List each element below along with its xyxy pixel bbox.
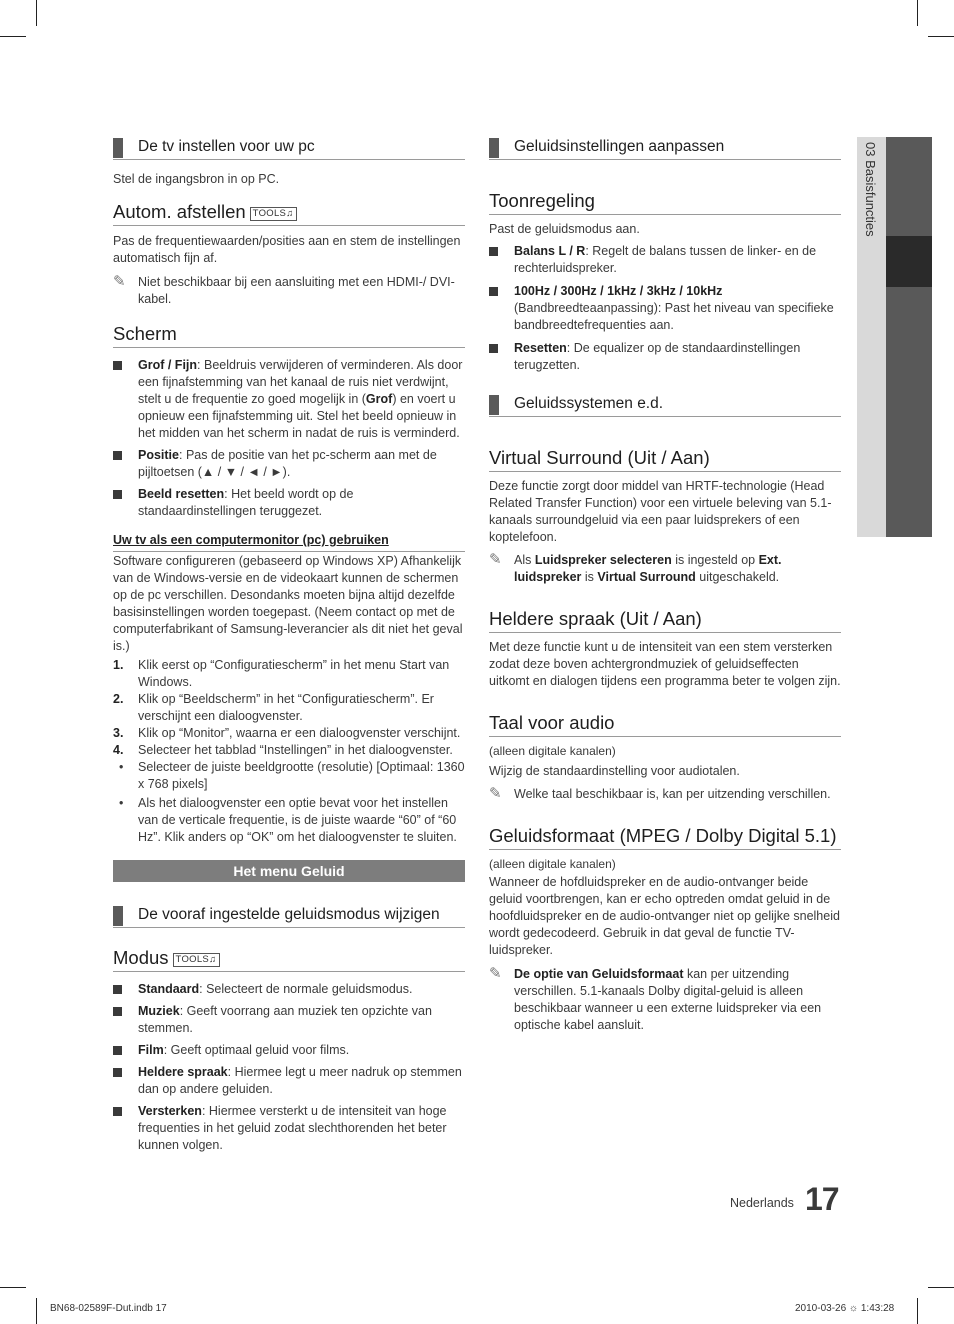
square-bullet-icon: [113, 361, 122, 370]
footer-language: Nederlands: [730, 1196, 794, 1210]
intro-text: Stel de ingangsbron in op PC.: [113, 172, 280, 186]
square-bullet-icon: [113, 985, 122, 994]
square-bullet-icon: [113, 490, 122, 499]
square-bullet-icon: [113, 1068, 122, 1077]
list-item: Standaard: Selecteert de normale geluidsmodus.: [113, 981, 465, 998]
heading-toon: Toonregeling: [489, 189, 841, 215]
left-column: [113, 137, 465, 1154]
vs-text: Deze functie zorgt door middel van HRTF-technologie (Head Related Transfer Function) voor een virtuele beleving van 5.1-kanaals surroundgeluid via een paar luidsprekers of een koptelefoon.: [489, 479, 832, 544]
pencil-note-icon: ✎: [489, 785, 502, 802]
square-bullet-icon: [489, 247, 498, 256]
crop-mark: [36, 0, 37, 26]
square-bullet-icon: [113, 451, 122, 460]
section-title: Geluidssystemen e.d.: [489, 394, 841, 417]
heading-virtual-surround: Virtual Surround (Uit / Aan): [489, 446, 841, 472]
taal-sub: (alleen digitale kanalen): [489, 744, 616, 758]
square-bullet-icon: [489, 287, 498, 296]
subheading-monitor: Uw tv als een computermonitor (pc) gebruiken: [113, 533, 389, 547]
section-title: De tv instellen voor uw pc: [113, 137, 465, 160]
dot-item: • Selecteer de juiste beeldgrootte (resolutie) [Optimaal: 1360 x 768 pixels]: [119, 760, 465, 791]
toon-intro: Past de geluidsmodus aan.: [489, 222, 640, 236]
list-item: Positie: Pas de positie van het pc-scherm aan met de pijltoetsen (▲ / ▼ / ◄ / ►).: [113, 447, 465, 481]
section-title: De vooraf ingestelde geluidsmodus wijzigen: [113, 905, 465, 928]
square-bullet-icon: [113, 1007, 122, 1016]
tools-icon: TOOLS♫: [173, 953, 220, 967]
note: ✎ Welke taal beschikbaar is, kan per uitzending verschillen.: [489, 785, 831, 802]
list-item: Versterken: Hiermee versterkt u de intensiteit van hoge frequenties in het geluid zodat slechthorenden het beter kunnen volgen.: [113, 1103, 465, 1154]
list-item: Heldere spraak: Hiermee legt u meer nadruk op stemmen dan op andere geluiden.: [113, 1064, 465, 1098]
section-title: Geluidsinstellingen aanpassen: [489, 137, 841, 160]
dot-item: • Als het dialoogvenster een optie bevat voor het instellen van de verticale frequentie, is de juiste waarde “60” of “60 Hz”. Klik anders op “OK” om het dialoogvenster te sluiten.: [119, 796, 457, 844]
heading-modus: Modus TOOLS♫: [113, 946, 465, 972]
list-item: Grof / Fijn: Beeldruis verwijderen of verminderen. Als door een fijnafstemming van het kanaal de ruis niet verdwijnt, stelt u de frequentie zo goed mogelijk in (Grof) en voert u opnieuw een fijnafstemming uit. Stel het beeld opnieuw in het midden van het scherm in nadat de ruis is verminderd.: [113, 357, 465, 442]
step-item: 3. Klik op “Monitor”, waarna er een dialoogvenster verschijnt.: [113, 726, 461, 740]
list-item: Resetten: De equalizer op de standaardinstellingen terugzetten.: [489, 340, 841, 374]
pencil-note-icon: ✎: [489, 965, 502, 982]
square-bullet-icon: [113, 1107, 122, 1116]
pencil-note-icon: ✎: [489, 551, 502, 568]
right-column: [489, 137, 841, 1034]
list-item: Muziek: Geeft voorrang aan muziek ten opzichte van stemmen.: [113, 1003, 465, 1037]
hs-text: Met deze functie kunt u de intensiteit van een stem versterken zodat deze boven achtergrondmuziek of geluidseffecten uitkomt en dialogen tijdens een programma beter te volgen zijn.: [489, 640, 841, 688]
step-item: 1. Klik eerst op “Configuratiescherm” in het menu Start van Windows.: [113, 658, 450, 689]
note: ✎ Niet beschikbaar bij een aansluiting met een HDMI-/ DVI-kabel.: [113, 273, 455, 306]
step-item: 2. Klik op “Beeldscherm” in het “Configuratiescherm”. Er verschijnt een dialoogvenster.: [113, 692, 434, 723]
crop-mark: [0, 36, 26, 37]
menu-bar: Het menu Geluid: [113, 860, 465, 882]
note: ✎ Als Luidspreker selecteren is ingesteld op Ext. luidspreker is Virtual Surround uitgeschakeld.: [489, 551, 782, 584]
step-item: 4. Selecteer het tabblad “Instellingen” in het dialoogvenster.: [113, 743, 453, 757]
tools-icon: TOOLS♫: [250, 207, 297, 221]
gf-text: Wanneer de hofdluidspreker en de audio-ontvanger beide geluid voortbrengen, kan er echo optreden omdat geluid in de hoofdluidspreker en de audio-ontvanger niet op gelijke snelheid wordt gedecodeerd. Gebruik in dat geval de functie TV-luidspreker.: [489, 875, 840, 957]
crop-mark: [917, 1298, 918, 1324]
heading-taal: Taal voor audio: [489, 711, 841, 737]
square-bullet-icon: [489, 344, 498, 353]
heading-heldere-spraak: Heldere spraak (Uit / Aan): [489, 607, 841, 633]
heading-geluidsformaat: Geluidsformaat (MPEG / Dolby Digital 5.1): [489, 824, 841, 850]
chapter-label: 03 Basisfuncties: [863, 142, 878, 237]
list-item: 100Hz / 300Hz / 1kHz / 3kHz / 10kHz (Bandbreedteaanpassing): Past het niveau van specifieke bandbreedtefrequenties aan.: [489, 283, 841, 334]
page-number: 17: [805, 1181, 839, 1217]
crop-mark: [917, 0, 918, 26]
square-bullet-icon: [113, 1046, 122, 1055]
heading-autom: Autom. afstellen TOOLS♫: [113, 200, 465, 226]
crop-mark: [36, 1298, 37, 1324]
print-info-left: BN68-02589F-Dut.indb 17: [50, 1303, 167, 1314]
crop-mark: [0, 1287, 26, 1288]
monitor-text: Software configureren (gebaseerd op Windows XP) Afhankelijk van de Windows-versie en de videokaart kunnen de schermen op de pc verschillen. Desondanks moeten bijna altijd dezelfde basisinstellingen worden toegepast. (Neem contact op met de computerfabrikant of Samsung-leverancier als dit niet het geval is.): [113, 554, 463, 653]
pencil-note-icon: ✎: [113, 273, 126, 290]
heading-scherm: Scherm: [113, 322, 465, 348]
list-item: Beeld resetten: Het beeld wordt op de standaardinstellingen teruggezet.: [113, 486, 465, 520]
list-item: Film: Geeft optimaal geluid voor films.: [113, 1042, 465, 1059]
note: ✎ De optie van Geluidsformaat kan per uitzending verschillen. 5.1-kanaals Dolby digital-geluid is alleen beschikbaar wanneer u een externe luidspreker via een optische kabel aansluit.: [489, 965, 822, 1032]
list-item: Balans L / R: Regelt de balans tussen de linker- en de rechterluidspreker.: [489, 243, 841, 277]
print-info-right: 2010-03-26 ☼ 1:43:28: [795, 1303, 895, 1314]
crop-mark: [928, 1287, 954, 1288]
autom-text: Pas de frequentiewaarden/posities aan en stem de instellingen automatisch fijn af.: [113, 234, 461, 265]
gf-sub: (alleen digitale kanalen): [489, 857, 616, 871]
taal-text: Wijzig de standaardinstelling voor audiotalen.: [489, 764, 740, 778]
chapter-tab: [857, 137, 932, 537]
crop-mark: [928, 36, 954, 37]
